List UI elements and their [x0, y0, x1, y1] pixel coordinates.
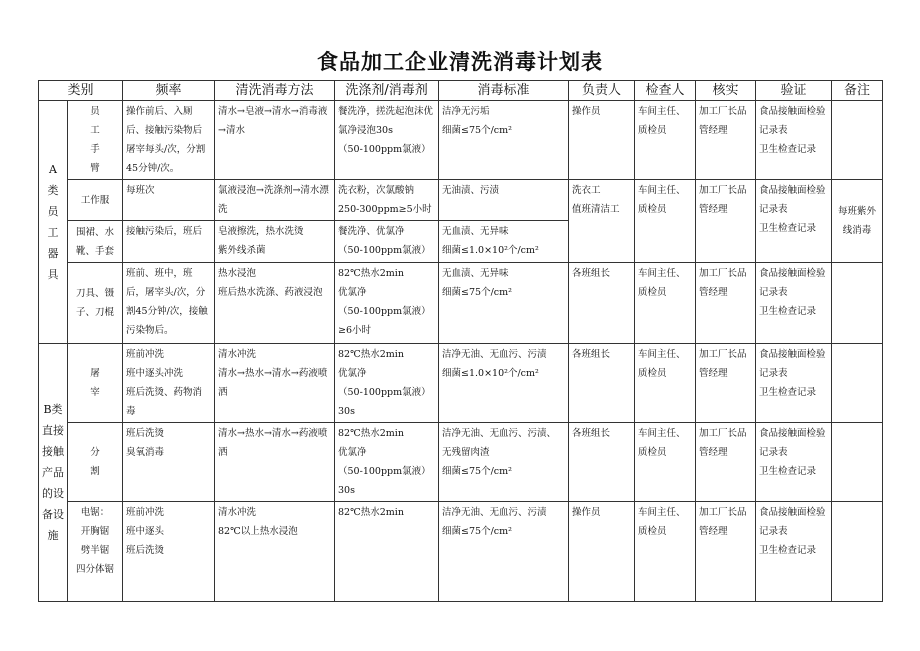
document-title: 食品加工企业清洗消毒计划表: [317, 50, 603, 74]
inspector-cell: 车间主任、质检员: [635, 344, 696, 423]
header-standard: 消毒标准: [439, 81, 569, 101]
standard-cell: 无油渍、污渍: [439, 180, 569, 221]
method-cell: 清水冲洗 82℃以上热水浸泡: [215, 502, 335, 602]
table-row: [39, 263, 883, 344]
remarks-cell: [832, 344, 883, 423]
standard-cell: 洁净无油、无血污、污渍 细菌≤75个/cm²: [439, 502, 569, 602]
validation-cell: 食品接触面检验记录表 卫生检查记录: [756, 263, 832, 344]
validation-cell: 食品接触面检验记录表 卫生检查记录: [756, 423, 832, 502]
standard-cell: 无血渍、无异味 细菌≤75个/cm²: [439, 263, 569, 344]
frequency-cell: 接触污染后，班后: [123, 221, 215, 263]
remarks-cell: [832, 101, 883, 180]
remarks-cell: [832, 423, 883, 502]
table-row: [39, 344, 883, 423]
agent-cell: 餐洗净，搓洗起泡沫优氯净浸泡30s （50-100ppm氯液）: [335, 101, 439, 180]
item-cell: 屠 宰: [68, 344, 123, 423]
remarks-cell: [832, 263, 883, 344]
cleaning-plan-table: [38, 80, 883, 602]
responsible-cell: 各班组长: [569, 263, 635, 344]
header-responsible: 负责人: [569, 81, 635, 101]
validation-cell: 食品接触面检验记录表 卫生检查记录: [756, 180, 832, 263]
responsible-cell: 各班组长: [569, 344, 635, 423]
standard-cell: 洁净无污垢 细菌≤75个/cm²: [439, 101, 569, 180]
verify-cell: 加工厂长品管经理: [696, 344, 756, 423]
standard-cell: 无血渍、无异味 细菌≤1.0×10²个/cm²: [439, 221, 569, 263]
agent-cell: 82℃热水2min: [335, 502, 439, 602]
verify-cell: 加工厂长品管经理: [696, 101, 756, 180]
agent-cell: 82℃热水2min 优氯净 （50-100ppm氯液） 30s: [335, 423, 439, 502]
inspector-cell: 车间主任、质检员: [635, 502, 696, 602]
responsible-cell: 操作员: [569, 101, 635, 180]
header-verify: 核实: [696, 81, 756, 101]
inspector-cell: 车间主任、质检员: [635, 101, 696, 180]
header-category: 类别: [39, 81, 123, 101]
item-cell: 工作服: [68, 180, 123, 221]
method-cell: 清水→热水→清水→药液喷洒: [215, 423, 335, 502]
table-row: [39, 180, 883, 221]
method-cell: 热水浸泡 班后热水洗涤、药液浸泡: [215, 263, 335, 344]
frequency-cell: 班前冲洗 班中逐头 班后洗烫: [123, 502, 215, 602]
header-method: 清洗消毒方法: [215, 81, 335, 101]
validation-cell: 食品接触面检验记录表 卫生检查记录: [756, 344, 832, 423]
item-cell: 电锯： 开胸锯 劈半锯 四分体锯: [68, 502, 123, 602]
header-frequency: 频率: [123, 81, 215, 101]
verify-cell: 加工厂长品管经理: [696, 502, 756, 602]
agent-cell: 洗衣粉，次氯酸钠250-300ppm≥5小时: [335, 180, 439, 221]
agent-cell: 82℃热水2min 优氯净 （50-100ppm氯液） 30s: [335, 344, 439, 423]
item-cell: 员 工 手 臂: [68, 101, 123, 180]
header-validation: 验证: [756, 81, 832, 101]
verify-cell: 加工厂长品管经理: [696, 423, 756, 502]
inspector-cell: 车间主任、质检员: [635, 423, 696, 502]
agent-cell: 餐洗净、优氯净 （50-100ppm氯液）: [335, 221, 439, 263]
method-cell: 皂液擦洗，热水洗烫 紫外线杀菌: [215, 221, 335, 263]
verify-cell: 加工厂长品管经理: [696, 263, 756, 344]
frequency-cell: 班前冲洗 班中逐头冲洗 班后洗烫、药物消毒: [123, 344, 215, 423]
frequency-cell: 操作前后、入厕后、接触污染物后屠宰每头/次，分割45分钟/次。: [123, 101, 215, 180]
frequency-cell: 班后洗烫 臭氧消毒: [123, 423, 215, 502]
table-row: [39, 423, 883, 502]
header-row: [39, 81, 883, 101]
remarks-cell: 每班紫外线消毒: [832, 180, 883, 263]
method-cell: 清水→皂液→清水→消毒液→清水: [215, 101, 335, 180]
category-b: B类 直接 接触 产品 的设 备设 施: [39, 344, 68, 602]
validation-cell: 食品接触面检验记录表 卫生检查记录: [756, 101, 832, 180]
agent-cell: 82℃热水2min 优氯净 （50-100ppm氯液） ≥6小时: [335, 263, 439, 344]
method-cell: 清水冲洗 清水→热水→清水→药液喷洒: [215, 344, 335, 423]
responsible-cell: 各班组长: [569, 423, 635, 502]
standard-cell: 洁净无油、无血污、污渍、无残留肉渣 细菌≤75个/cm²: [439, 423, 569, 502]
inspector-cell: 车间主任、质检员: [635, 263, 696, 344]
validation-cell: 食品接触面检验记录表 卫生检查记录: [756, 502, 832, 602]
responsible-cell: 操作员: [569, 502, 635, 602]
item-cell: 分 割: [68, 423, 123, 502]
frequency-cell: 每班次: [123, 180, 215, 221]
table-row: [39, 101, 883, 180]
item-cell: 刀具、镊子、刀棍: [68, 263, 123, 344]
frequency-cell: 班前、班中，班后，屠宰头/次，分割45分钟/次，接触污染物后。: [123, 263, 215, 344]
item-cell: 围裙、水靴、手套: [68, 221, 123, 263]
standard-cell: 洁净无油、无血污、污渍 细菌≤1.0×10²个/cm²: [439, 344, 569, 423]
category-a: A 类 员 工 器 具: [39, 101, 68, 344]
table-row: [39, 502, 883, 602]
responsible-cell: 洗衣工 值班清洁工: [569, 180, 635, 263]
inspector-cell: 车间主任、质检员: [635, 180, 696, 263]
header-inspector: 检查人: [635, 81, 696, 101]
method-cell: 氯液浸泡→洗涤剂→清水漂洗: [215, 180, 335, 221]
remarks-cell: [832, 502, 883, 602]
verify-cell: 加工厂长品管经理: [696, 180, 756, 263]
header-remarks: 备注: [832, 81, 883, 101]
header-agent: 洗涤剂/消毒剂: [335, 81, 439, 101]
